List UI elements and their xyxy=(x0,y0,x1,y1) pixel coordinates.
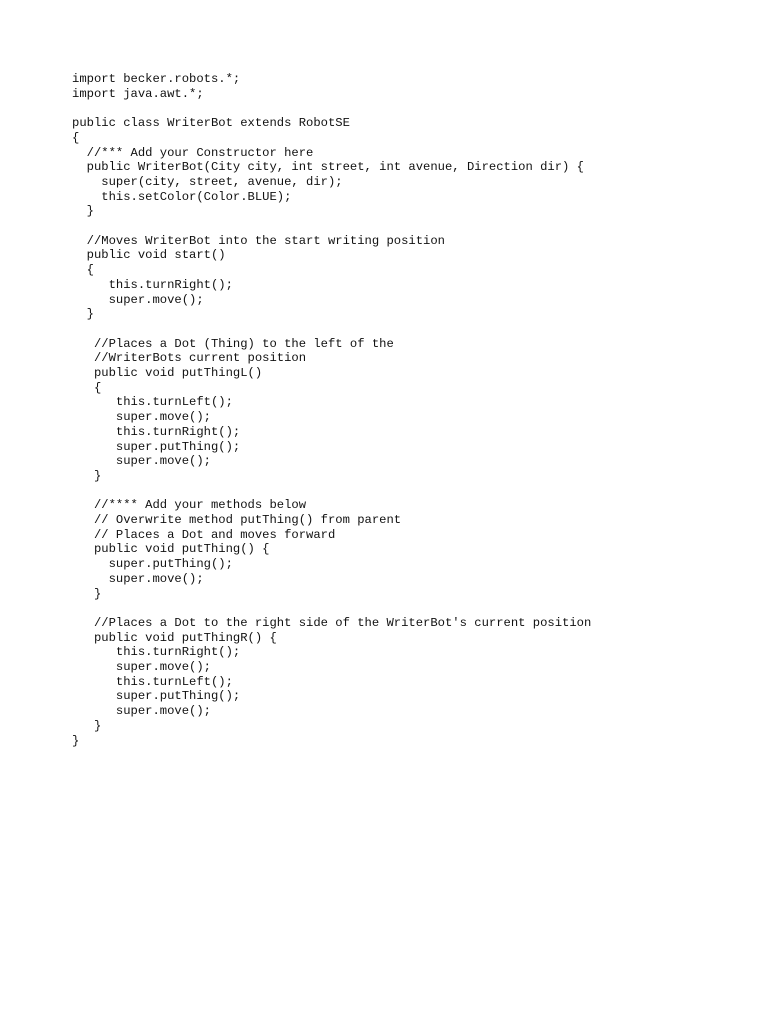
code-line: } xyxy=(72,718,102,733)
code-line xyxy=(72,601,591,616)
code-line: import becker.robots.*; xyxy=(72,72,241,86)
code-line: super.putThing(); xyxy=(72,689,241,704)
code-line: { xyxy=(72,380,102,395)
code-line: super.move(); xyxy=(72,292,204,307)
code-line: this.setColor(Color.BLUE); xyxy=(72,189,292,204)
code-line: { xyxy=(72,130,80,145)
code-line: super(city, street, avenue, dir); xyxy=(72,174,343,189)
code-line: //*** Add your Constructor here xyxy=(72,145,314,160)
code-line: { xyxy=(72,263,94,278)
code-line: } xyxy=(72,586,102,601)
code-line: } xyxy=(72,307,94,322)
code-line xyxy=(72,484,591,499)
code-line xyxy=(72,322,591,337)
code-line: } xyxy=(72,468,102,483)
code-line: super.move(); xyxy=(72,571,204,586)
code-line: public void putThingL() xyxy=(72,366,263,381)
code-line: this.turnRight(); xyxy=(72,424,241,439)
code-line xyxy=(72,219,591,234)
code-line: this.turnRight(); xyxy=(72,277,233,292)
code-line: public void putThing() { xyxy=(72,542,270,557)
code-line: this.turnRight(); xyxy=(72,645,241,660)
code-line xyxy=(72,101,591,116)
code-line: public class WriterBot extends RobotSE xyxy=(72,116,350,131)
code-line: //WriterBots current position xyxy=(72,351,307,366)
code-line: //**** Add your methods below xyxy=(72,498,307,513)
code-line: super.move(); xyxy=(72,704,211,719)
code-line: import java.awt.*; xyxy=(72,86,204,101)
code-line: super.move(); xyxy=(72,410,211,425)
code-line: public void putThingR() { xyxy=(72,630,277,645)
code-line: this.turnLeft(); xyxy=(72,395,233,410)
code-listing xyxy=(72,72,591,748)
code-line: //Places a Dot (Thing) to the left of the xyxy=(72,336,394,351)
code-line: this.turnLeft(); xyxy=(72,674,233,689)
code-line: public void start() xyxy=(72,248,226,263)
code-line: } xyxy=(72,733,80,748)
code-line: //Moves WriterBot into the start writing position xyxy=(72,233,445,248)
code-line: super.move(); xyxy=(72,660,211,675)
code-line: } xyxy=(72,204,94,219)
code-line: //Places a Dot to the right side of the WriterBot's current position xyxy=(72,615,592,630)
code-line: super.putThing(); xyxy=(72,439,241,454)
code-line: public WriterBot(City city, int street, int avenue, Direction dir) { xyxy=(72,160,584,175)
code-line: super.putThing(); xyxy=(72,557,233,572)
code-line: // Places a Dot and moves forward xyxy=(72,527,336,542)
code-line: super.move(); xyxy=(72,454,211,469)
code-line: // Overwrite method putThing() from parent xyxy=(72,513,402,528)
